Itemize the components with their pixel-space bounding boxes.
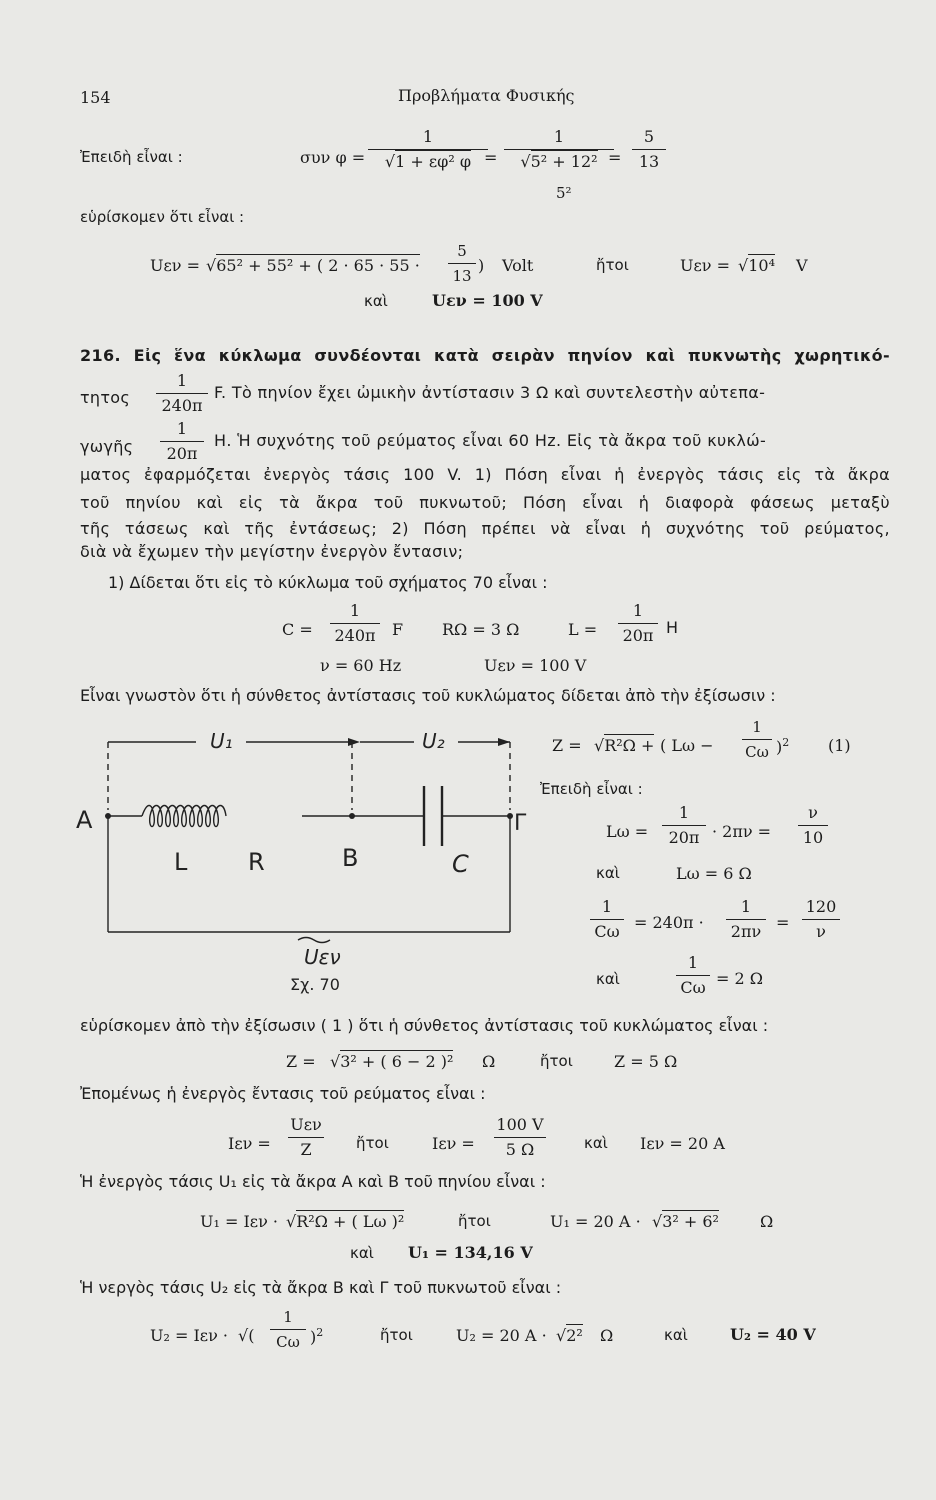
label-c: C (452, 850, 469, 878)
ac-source-symbol (298, 938, 330, 943)
label-u1: U₁ (210, 729, 233, 753)
problem-line-1: 216. Εἰς ἕνα κύκλωμα συνδέονται κατὰ σειρὰν πηνίον καὶ πυκνωτὴς χωρητικό- (80, 346, 890, 365)
u1-arrowhead (348, 738, 360, 746)
therefore-line: Ἐπομένως ἡ ἐνεργὸς ἔντασις τοῦ ρεύματος εἶναι : (80, 1084, 486, 1103)
node-a (105, 813, 111, 819)
book-page: 154 Προβλήματα Φυσικής Ἐπειδὴ εἶναι : συν φ = $\frac{1}{\text{√1 + εφ² φ}}$ = $\frac{1}{\text{√5² + 12²}}$ 5² = $\frac{5}{13}$ εὑρίσκομεν ὅτι εἶναι : Uεν = √65² + 55² + ( 2 · 65 · 55 · $\frac{5}{13}$ ) Volt ἤτοι Uεν = √10⁴ V καὶ Uεν = 100 V 216. Εἰς ἕνα κύκλωμα συνδέονται κατὰ σειρὰν πηνίον καὶ πυκνωτὴς χωρητικό- τητος $\frac{1}{240\pi}$ F. Τὸ πηνίον ἔχει ὠμικὴν ἀντίστασιν 3 Ω καὶ συντελεστὴν αὐτεπα- γωγῆς $\frac{1}{20\pi}$ Η. Ἡ συχνότης τοῦ ρεύματος εἶναι 60 Hz. Εἰς τὰ ἄκρα τοῦ κυκλώ- ματος ἐφαρμόζεται ἐνεργὸς τάσις 100 V. 1) Πόση εἶναι ἡ ἐνεργὸς τάσις εἰς τὰ ἄκρα τοῦ πηνίου καὶ εἰς τὰ ἄκρα τοῦ πυκνωτοῦ; Πόση εἶναι ἡ διαφορὰ φάσεως μεταξὺ τῆς τάσεως καὶ τῆς ἐντάσεως; 2) Πόση πρέπει νὰ εἶναι ἡ συχνότης τοῦ ρεύματος, διὰ νὰ ἔχωμεν τὴν μεγίστην ἐνεργὸν ἔντασιν; 1) Δίδεται ὅτι εἰς τὸ κύκλωμα τοῦ σχήματος 70 εἶναι : C = $\frac{1}{240\pi}$ F RΩ = 3 Ω L = $\frac{1}{20\pi}$ H ν = 60 Hz Uεν = 100 V Εἶναι γνωστὸν ὅτι ἡ σύνθετος ἀντίστασις τοῦ κυκλώματος δίδεται ἀπὸ τὴν ἐξίσωσιν : Z = √R²Ω + ( Lω − $\frac{1}{C\omega}$ )$^2$ (1) Ἐπειδὴ εἶναι : Lω = $\frac{1}{20\pi}$ · 2πν = $\frac{\nu}{10}$ καὶ Lω = 6 Ω $\frac{1}{C\omega}$ = 240π · $\frac{1}{2\pi\nu}$ = $\frac{120}{\nu}$ καὶ $\frac{1}{C\omega}$ = 2 Ω U₁ U₂ A L R B C Γ Uεν Σχ. 70 εὑρίσκομεν ἀπὸ τὴν ἐξίσωσιν ( 1 ) ὅτι ἡ σύνθετος ἀντίστασις τοῦ κυκλώματος εἶναι : Z = √3² + ( 6 − 2 )² Ω ἤτοι Z = 5 Ω Ἐπομένως ἡ ἐνεργὸς ἔντασις τοῦ ρεύματος εἶναι : Iεν = Uεν Z ἤτοι Iεν = $\frac{100 V}{5 \Omega}$ καὶ Iεν = 20 A Ἡ ἐνεργὸς τάσις U₁ εἰς τὰ ἄκρα Α καὶ Β τοῦ πηνίου εἶναι : U₁ = Iεν · √R²Ω + ( Lω )² ἤτοι U₁ = 20 A · √3² + 6² Ω καὶ U₁ = 134,16 V Ἡ νεργὸς τάσις U₂ εἰς τὰ ἄκρα Β καὶ Γ τοῦ πυκνωτοῦ εἶναι : U₂ = Iεν · √( $\frac{1}{C\omega}$ )$^2$ ἤτοι U₂ = 20 A · √2² Ω καὶ U₂ = 40 V (76, 86, 890, 1351)
label-b: B (342, 844, 359, 872)
c-frac: $\frac{1}{240\pi}$ (330, 600, 380, 647)
label-u2: U₂ (422, 729, 445, 753)
find-eq-line: εὑρίσκομεν ἀπὸ τὴν ἐξίσωσιν ( 1 ) ὅτι ἡ σύνθετος ἀντίστασις τοῦ κυκλώματος εἶναι : (80, 1016, 769, 1035)
problem-frac-capacitance: $\frac{1}{240\pi}$ (156, 370, 208, 417)
u1-intro: Ἡ ἐνεργὸς τάσις U₁ εἰς τὰ ἄκρα Α καὶ Β τοῦ πηνίου εἶναι : (80, 1172, 546, 1191)
u-eq-lhs: Uεν = (150, 256, 200, 275)
cos-frac-3: $\frac{5}{13}$ (632, 126, 666, 173)
find-label: εὑρίσκομεν ὅτι εἶναι : (80, 208, 245, 226)
u-final: Uεν = 100 V (432, 291, 543, 310)
u-eq-frac: $\frac{5}{13}$ (448, 240, 476, 287)
node-b (349, 813, 355, 819)
given-line: 1) Δίδεται ὅτι εἰς τὸ κύκλωμα τοῦ σχήματος 70 εἶναι : (108, 573, 548, 592)
node-g (507, 813, 513, 819)
problem-line-3: Η. Ἡ συχνότης τοῦ ρεύματος εἶναι 60 Hz. Εἰς τὰ ἄκρα τοῦ κυκλώ- (214, 431, 767, 450)
equation-number: (1) (828, 736, 851, 755)
label-l: L (174, 848, 188, 876)
cos-frac-2: $\frac{1}{\text{√5² + 12²}}$ (504, 126, 614, 173)
label-a: A (76, 806, 93, 834)
running-title: Προβλήματα Φυσικής (398, 86, 575, 105)
cos-lhs: συν φ = (300, 148, 366, 167)
l-frac: $\frac{1}{20\pi}$ (618, 600, 658, 647)
u1-value: U₁ = 134,16 V (408, 1243, 533, 1262)
label-uen: Uεν (304, 945, 341, 969)
figure-caption: Σχ. 70 (290, 975, 340, 994)
problem-line-5: τοῦ πηνίου καὶ εἰς τὰ ἄκρα τοῦ πυκνωτοῦ; Πόση εἶναι ἡ διαφορὰ φάσεως μεταξὺ (80, 493, 890, 512)
problem-line-2: F. Τὸ πηνίον ἔχει ὠμικὴν ἀντίστασιν 3 Ω καὶ συντελεστὴν αὐτεπα- (214, 383, 766, 402)
label-g: Γ (514, 811, 527, 836)
inductor-coil (142, 806, 226, 827)
problem-line-4: ματος ἐφαρμόζεται ἐνεργὸς τάσις 100 V. 1) Πόση εἶναι ἡ ἐνεργὸς τάσις εἰς τὰ ἄκρα (80, 465, 890, 484)
page-number: 154 (80, 88, 111, 107)
u2-arrowhead (498, 738, 510, 746)
u2-intro: Ἡ νεργὸς τάσις U₂ εἰς τὰ ἄκρα Β καὶ Γ τοῦ πυκνωτοῦ εἶναι : (80, 1278, 562, 1297)
since-label: Ἐπειδὴ εἶναι : (80, 148, 183, 166)
cos-sqrt-den: 5² (556, 184, 572, 202)
label-r: R (248, 848, 265, 876)
problem-frac-inductance: $\frac{1}{20\pi}$ (160, 418, 204, 465)
u-eq-rad: √65² + 55² + ( 2 · 65 · 55 · (206, 256, 420, 275)
known-line: Εἶναι γνωστὸν ὅτι ἡ σύνθετος ἀντίστασις τοῦ κυκλώματος δίδεται ἀπὸ τὴν ἐξίσωσιν : (80, 686, 776, 705)
cos-frac-1: $\frac{1}{\text{√1 + εφ² φ}}$ (368, 126, 488, 173)
u2-value: U₂ = 40 V (730, 1325, 816, 1344)
problem-line-7: διὰ νὰ ἔχωμεν τὴν μεγίστην ἐνεργὸν ἔντασιν; (80, 542, 464, 561)
problem-line-6: τῆς τάσεως καὶ τῆς ἐντάσεως; 2) Πόση πρέπει νὰ εἶναι ἡ συχνότης τοῦ ρεύματος, (80, 519, 890, 538)
circuit-diagram (76, 720, 536, 1010)
